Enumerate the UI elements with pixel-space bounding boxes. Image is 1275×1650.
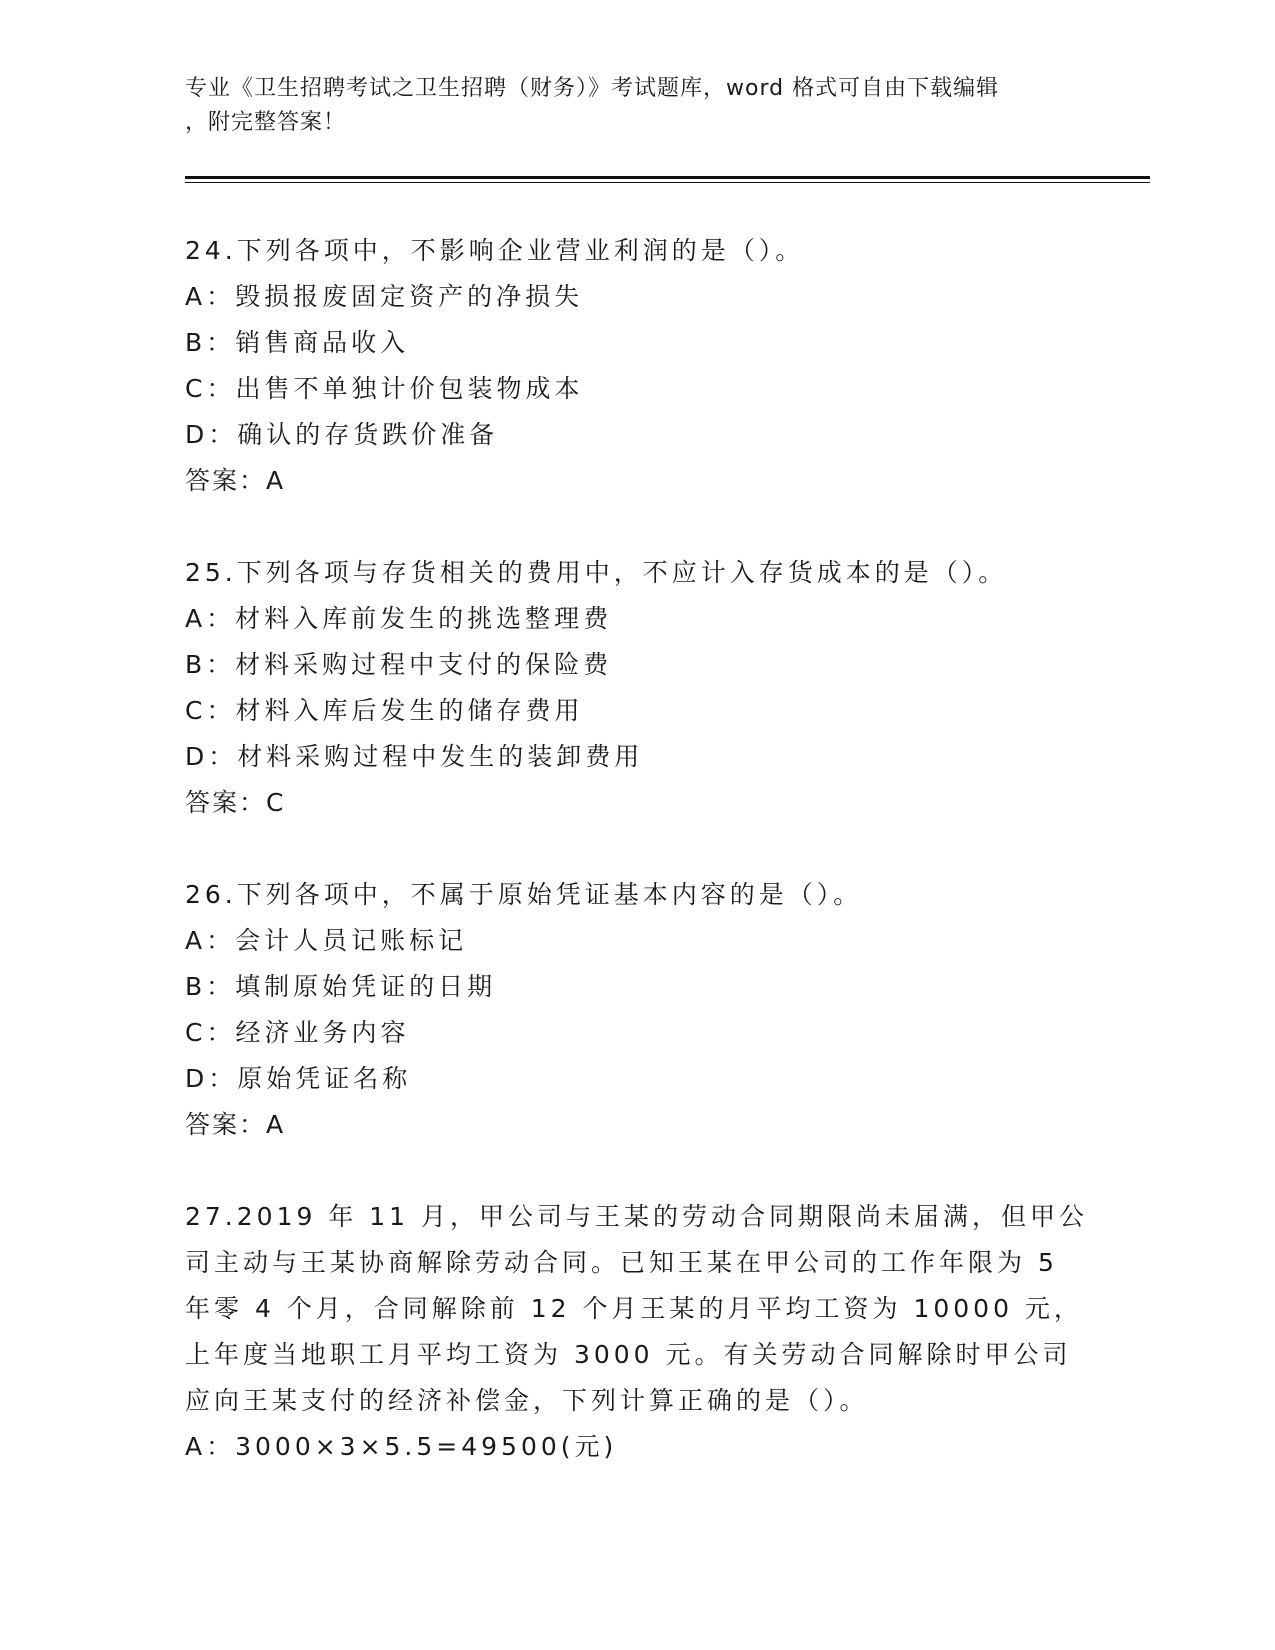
document-header bbox=[185, 72, 1085, 140]
question-stem: 27.2019 年 11 月，甲公司与王某的劳动合同期限尚未届满，但甲公司主动与王某协商解除劳动合同。已知王某在甲公司的工作年限为 5 年零 4 个月，合同解除前 12 个月王某的月平均工资为 10000 元，上年度当地职工月平均工资为 3000 元。有关劳动合同解除时甲公司应向王某支付的经济补偿金，下列计算正确的是（）。 bbox=[185, 1202, 1089, 1415]
answer-label: 答案：C bbox=[185, 788, 286, 817]
header-divider-thin bbox=[185, 182, 1150, 183]
option-c: C：经济业务内容 bbox=[185, 1018, 410, 1047]
option-a: A：材料入库前发生的挑选整理费 bbox=[185, 604, 613, 633]
question-list bbox=[185, 228, 1090, 1470]
option-b: B：填制原始凭证的日期 bbox=[185, 972, 497, 1001]
answer-label: 答案：A bbox=[185, 466, 286, 495]
header-line-2: ，附完整答案！ bbox=[185, 110, 347, 135]
option-c: C：出售不单独计价包装物成本 bbox=[185, 374, 584, 403]
question-25 bbox=[185, 550, 1090, 826]
option-c: C：材料入库后发生的储存费用 bbox=[185, 696, 584, 725]
header-divider-thick bbox=[185, 176, 1150, 179]
question-stem: 24.下列各项中，不影响企业营业利润的是（）。 bbox=[185, 236, 805, 265]
header-line-1: 专业《卫生招聘考试之卫生招聘（财务）》考试题库，word 格式可自由下载编辑 bbox=[185, 76, 1000, 101]
answer-label: 答案：A bbox=[185, 1110, 286, 1139]
option-a: A：会计人员记账标记 bbox=[185, 926, 468, 955]
question-24 bbox=[185, 228, 1090, 504]
option-d: D：原始凭证名称 bbox=[185, 1064, 412, 1093]
option-d: D：确认的存货跌价准备 bbox=[185, 420, 499, 449]
option-b: B：销售商品收入 bbox=[185, 328, 410, 357]
question-27 bbox=[185, 1194, 1090, 1470]
option-b: B：材料采购过程中支付的保险费 bbox=[185, 650, 613, 679]
question-stem: 26.下列各项中，不属于原始凭证基本内容的是（）。 bbox=[185, 880, 863, 909]
question-stem: 25.下列各项与存货相关的费用中，不应计入存货成本的是（）。 bbox=[185, 558, 1008, 587]
question-26 bbox=[185, 872, 1090, 1148]
option-a: A：毁损报废固定资产的净损失 bbox=[185, 282, 584, 311]
option-a: A：3000×3×5.5=49500(元) bbox=[185, 1432, 618, 1461]
option-d: D：材料采购过程中发生的装卸费用 bbox=[185, 742, 644, 771]
